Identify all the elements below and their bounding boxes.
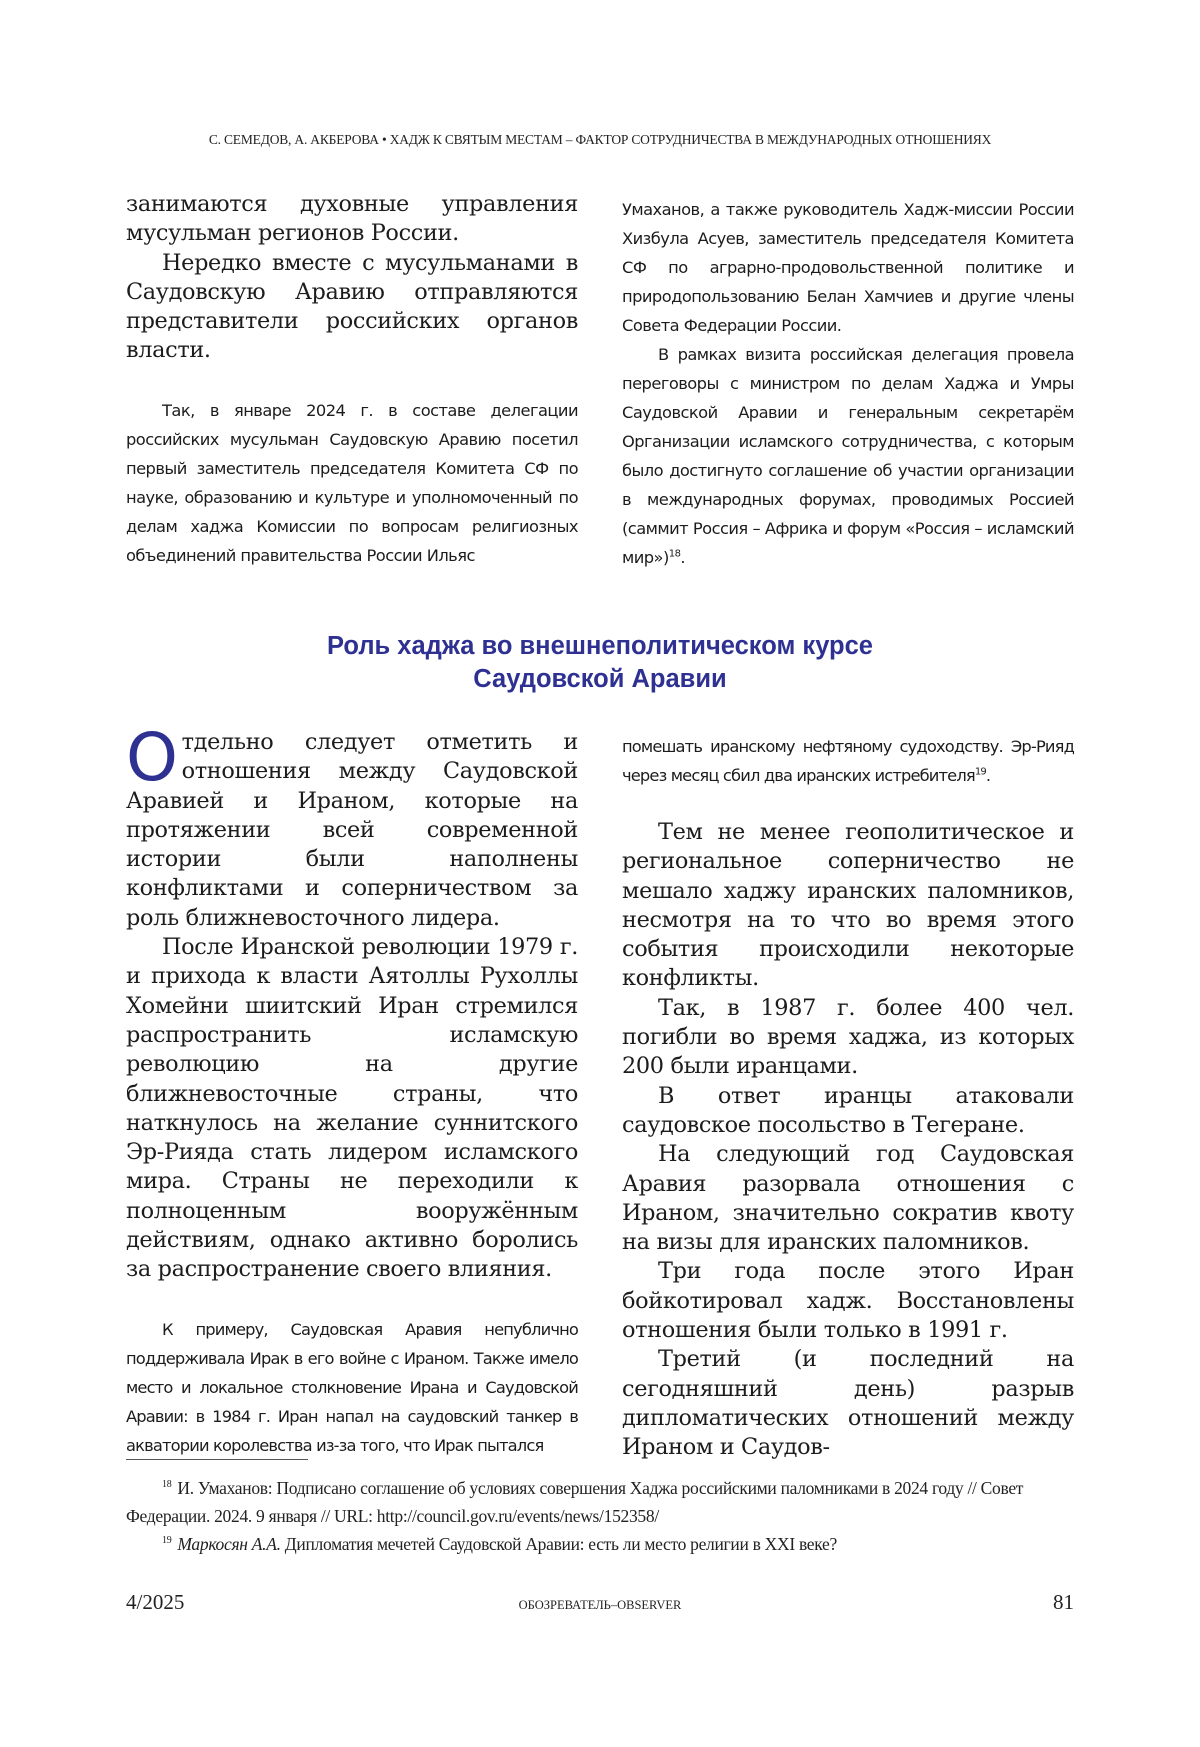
drop-cap: О xyxy=(126,719,178,796)
sidebar-paragraph: К примеру, Саудовская Аравия непублично поддерживала Ирак в его войне с Ираном. Также имело место и локальное столкновение Ирана и Саудовской Аравии: в 1984 г. Иран напал на саудовский танкер в акватории королевства из-за того, что Ирак пытался xyxy=(126,1319,578,1455)
paragraph-text: помешать иранскому нефтяному судоходству. Эр-Рияд через месяц сбил два иранских истребителя xyxy=(622,737,1074,785)
footnote-ref[interactable]: 18 xyxy=(668,548,681,560)
sidebar-paragraph xyxy=(622,340,1074,572)
paragraph-end: . xyxy=(985,766,991,785)
running-head-authors: С. СЕМЕДОВ, А. АКБЕРОВА xyxy=(208,132,379,147)
paragraph: Нередко вместе с мусульманами в Саудовскую Аравию отправляются представители российских органов власти. xyxy=(126,249,578,364)
footnote-number: 19 xyxy=(162,1535,172,1547)
sidebar-paragraph: Так, в январе 2024 г. в составе делегации российских мусульман Саудовскую Аравию посетил первый заместитель председателя Комитета СФ по науке, образованию и культуре и уполномоченный по делам хаджа Комиссии по вопросам религиозных объединений правительства России Ильяс xyxy=(126,400,578,565)
footnote-divider xyxy=(126,1459,308,1460)
bottom-right-column xyxy=(622,732,1074,1463)
running-head-title: ХАДЖ К СВЯТЫМ МЕСТАМ – ФАКТОР СОТРУДНИЧЕСТВА В МЕЖДУНАРОДНЫХ ОТНОШЕНИЯХ xyxy=(389,132,992,147)
paragraph: После Иранской революции 1979 г. и прихода к власти Аятоллы Рухоллы Хомейни шиитский Иран стремился распространить исламскую революцию на другие ближневосточные страны, что наткнулось на желание суннитского Эр-Рияда стать лидером исламского мира. Страны не переходили к полноценным вооружённым действиям, однако активно боролись за распространение своего влияния. xyxy=(126,934,578,1283)
section-title xyxy=(0,630,1200,696)
top-left-column xyxy=(126,190,578,570)
running-head xyxy=(0,132,1200,148)
footnote-ref[interactable]: 19 xyxy=(974,766,986,778)
section-title-line2: Саудовской Аравии xyxy=(473,665,727,693)
paragraph-text: тдельно следует отметить и отношения между Саудовской Аравией и Ираном, которые на протяжении всей современной истории были наполнены конфликтами и соперничеством за роль ближневосточного лидера. xyxy=(126,729,578,931)
paragraph: занимаются духовные управления мусульман регионов России. xyxy=(126,191,578,247)
paragraph: Три года после этого Иран бойкотировал хадж. Восстановлены отношения были только в 1991 г. xyxy=(622,1258,1074,1344)
bottom-left-column xyxy=(126,719,578,1460)
page-number: 81 xyxy=(1053,1590,1074,1614)
sidebar-paragraph: Умаханов, а также руководитель Хадж-миссии России Хизбула Асуев, заместитель председателя Комитета СФ по аграрно-продовольственной политике и природопользованию Белан Хамчиев и другие члены Совета Федерации России. xyxy=(622,200,1074,335)
top-right-column xyxy=(622,195,1074,572)
paragraph: Третий (и последний на сегодняшний день) разрыв дипломатических отношений между Ираном и Саудов- xyxy=(622,1346,1074,1461)
paragraph: Тем не менее геополитическое и региональное соперничество не мешало хаджу иранских паломников, несмотря на то что во время этого события происходили некоторые конфликты. xyxy=(622,819,1074,992)
footnote-author: Маркосян А.А. xyxy=(177,1534,281,1554)
journal-name: ОБОЗРЕВАТЕЛЬ–OBSERVER xyxy=(518,1598,682,1612)
sidebar-paragraph xyxy=(622,732,1074,790)
paragraph-text: В рамках визита российская делегация провела переговоры с министром по делам Хаджа и Умры Саудовской Аравии и генеральным секретарём Организации исламского сотрудничества, с которым было достигнуто соглашение об участии организации в международных форумах, проводимых Россией (саммит Россия – Африка и форум «Россия – исламский мир») xyxy=(622,345,1074,567)
section-title-line1: Роль хаджа во внешнеполитическом курсе xyxy=(327,632,873,660)
footnote-19 xyxy=(126,1530,1074,1558)
paragraph xyxy=(126,719,578,933)
footnote-number: 18 xyxy=(162,1479,172,1491)
paragraph-end: . xyxy=(680,548,686,567)
footnote-text: И. Умаханов: Подписано соглашение об условиях совершения Хаджа российскими паломниками в 2024 году // Совет Федерации. 2024. 9 января // URL: http://council.gov.ru/events/news/152358/ xyxy=(126,1478,1024,1526)
footnote-18 xyxy=(126,1474,1074,1530)
paragraph: Так, в 1987 г. более 400 чел. погибли во время хаджа, из которых 200 были иранцами. xyxy=(622,994,1074,1080)
footnotes xyxy=(126,1474,1074,1558)
running-head-separator: • xyxy=(381,132,387,147)
issue-number: 4/2025 xyxy=(126,1590,185,1614)
footnote-text: Дипломатия мечетей Саудовской Аравии: есть ли место религии в XXI веке? xyxy=(280,1534,837,1554)
paragraph: На следующий год Саудовская Аравия разорвала отношения с Ираном, значительно сократив квоту на визы для иранских паломников. xyxy=(622,1141,1074,1256)
paragraph: В ответ иранцы атаковали саудовское посольство в Тегеране. xyxy=(622,1082,1074,1138)
